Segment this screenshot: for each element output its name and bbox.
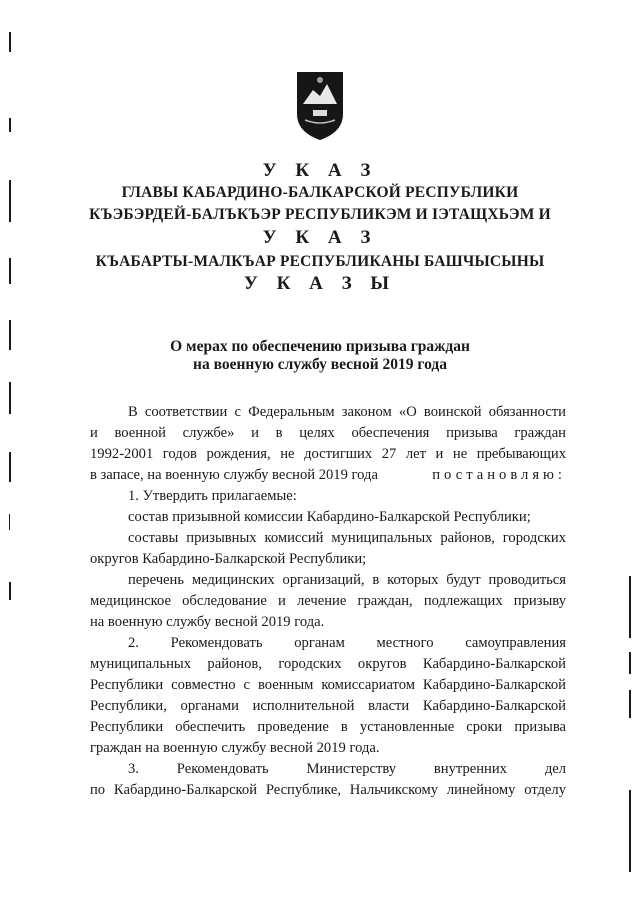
scan-mark xyxy=(629,576,631,638)
body-line: и военной службе» и в целях обеспечения призыва граждан xyxy=(90,425,566,441)
body-line: перечень медицинских организаций, в которых будут проводиться xyxy=(128,572,566,588)
coat-of-arms-icon xyxy=(295,70,345,142)
postanovlyayu-word: постановляю: xyxy=(432,467,566,483)
scan-mark xyxy=(9,582,11,600)
decree-issuer-blk: КЪАБАРТЫ-МАЛКЪАР РЕСПУБЛИКАНЫ БАШЧЫСЫНЫ xyxy=(95,253,545,270)
body-line: составы призывных комиссий муниципальных районов, городских xyxy=(128,530,566,546)
decree-heading-blk: У К А З Ы xyxy=(243,273,397,294)
body-line: Республики, органами исполнительной власти Кабардино-Балкарской xyxy=(90,698,566,714)
body-line: 1992-2001 годов рождения, не достигших 27 лет и не пребывающих xyxy=(90,446,566,462)
scan-mark xyxy=(9,514,10,530)
body-line: Республики совместно с военным комиссариатом Кабардино-Балкарской xyxy=(90,677,566,693)
decree-title-line-2: на военную службу весной 2019 года xyxy=(193,356,447,373)
decree-issuer-kab: КЪЭБЭРДЕЙ-БАЛЪКЪЭР РЕСПУБЛИКЭМ И IЭТАЩХЬЭМ И xyxy=(89,206,551,223)
decree-title-line-1: О мерах по обеспечению призыва граждан xyxy=(170,338,470,355)
scan-mark xyxy=(9,118,11,132)
body-line-text: в запасе, на военную службу весной 2019 года xyxy=(90,467,378,483)
body-line: В соответствии с Федеральным законом «О воинской обязанности xyxy=(128,404,566,420)
body-line: на военную службу весной 2019 года. xyxy=(90,614,325,630)
decree-heading-kab: У К А З xyxy=(262,227,378,248)
body-line: граждан на военную службу весной 2019 года. xyxy=(90,740,380,756)
scan-mark xyxy=(9,452,11,482)
scan-mark xyxy=(629,652,631,674)
body-line: по Кабардино-Балкарской Республике, Нальчикскому линейному отделу xyxy=(90,782,566,798)
body-line: муниципальных районов, городских округов Кабардино-Балкарской xyxy=(90,656,566,672)
decree-issuer-ru: ГЛАВЫ КАБАРДИНО-БАЛКАРСКОЙ РЕСПУБЛИКИ xyxy=(121,184,519,201)
body-line xyxy=(90,465,566,486)
body-line: 2. Рекомендовать органам местного самоуправления xyxy=(128,635,566,651)
body-line: состав призывной комиссии Кабардино-Балкарской Республики; xyxy=(128,509,531,525)
body-line: округов Кабардино-Балкарской Республики; xyxy=(90,551,367,567)
decree-heading-ru: У К А З xyxy=(262,160,378,181)
scan-mark xyxy=(9,32,11,52)
scan-mark xyxy=(629,790,631,872)
body-line: Республики обеспечить проведение в установленные сроки призыва xyxy=(90,719,566,735)
scan-mark xyxy=(9,382,11,414)
decree-body xyxy=(90,402,566,801)
body-line: медицинское обследование и лечение граждан, подлежащих призыву xyxy=(90,593,566,609)
body-line: 1. Утвердить прилагаемые: xyxy=(128,488,297,504)
scan-mark xyxy=(629,690,631,718)
body-line: 3. Рекомендовать Министерству внутренних дел xyxy=(128,761,566,777)
